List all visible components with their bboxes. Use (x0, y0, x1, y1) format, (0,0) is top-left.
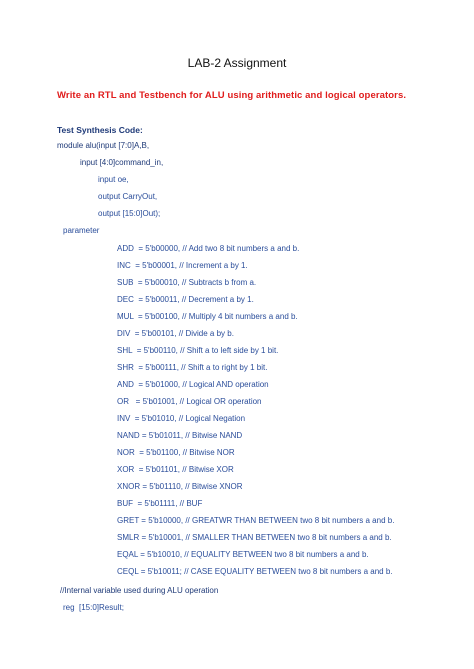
parameter-line: BUF = 5'b01111, // BUF (117, 499, 203, 508)
parameter-line: OR = 5'b01001, // Logical OR operation (117, 397, 262, 406)
parameter-line: EQAL = 5'b10010, // EQUALITY BETWEEN two 8 bit numbers a and b. (117, 550, 369, 559)
parameter-line: AND = 5'b01000, // Logical AND operation (117, 380, 269, 389)
parameter-line: INC = 5'b00001, // Increment a by 1. (117, 261, 248, 270)
module-line: output CarryOut, (98, 192, 158, 201)
parameter-line: DIV = 5'b00101, // Divide a by b. (117, 329, 234, 338)
reg-declaration-line: reg [15:0]Result; (63, 603, 124, 612)
parameter-line: XOR = 5'b01101, // Bitwise XOR (117, 465, 234, 474)
parameter-line: XNOR = 5'b01110, // Bitwise XNOR (117, 482, 243, 491)
parameter-line: SHR = 5'b00111, // Shift a to right by 1 bit. (117, 363, 268, 372)
parameter-line: NOR = 5'b01100, // Bitwise NOR (117, 448, 235, 457)
section-heading: Test Synthesis Code: (57, 125, 143, 135)
parameter-line: CEQL = 5'b10011; // CASE EQUALITY BETWEEN two 8 bit numbers a and b. (117, 567, 393, 576)
parameter-line: GRET = 5'b10000, // GREATWR THAN BETWEEN two 8 bit numbers a and b. (117, 516, 395, 525)
parameter-line: SMLR = 5'b10001, // SMALLER THAN BETWEEN two 8 bit numbers a and b. (117, 533, 392, 542)
parameter-keyword: parameter (63, 226, 100, 235)
module-line: module alu(input [7:0]A,B, (57, 141, 150, 150)
assignment-task: Write an RTL and Testbench for ALU using arithmetic and logical operators. (57, 90, 407, 101)
parameter-line: ADD = 5'b00000, // Add two 8 bit numbers a and b. (117, 244, 300, 253)
comment-line: //Internal variable used during ALU operation (60, 586, 219, 595)
parameter-line: NAND = 5'b01011, // Bitwise NAND (117, 431, 243, 440)
parameter-line: SUB = 5'b00010, // Subtracts b from a. (117, 278, 257, 287)
parameter-line: MUL = 5'b00100, // Multiply 4 bit numbers a and b. (117, 312, 298, 321)
module-line: input [4:0]command_in, (80, 158, 164, 167)
parameter-line: INV = 5'b01010, // Logical Negation (117, 414, 246, 423)
module-line: input oe, (98, 175, 129, 184)
parameter-line: DEC = 5'b00011, // Decrement a by 1. (117, 295, 254, 304)
parameter-line: SHL = 5'b00110, // Shift a to left side by 1 bit. (117, 346, 279, 355)
page-title: LAB-2 Assignment (187, 56, 287, 70)
module-line: output [15:0]Out); (98, 209, 161, 218)
